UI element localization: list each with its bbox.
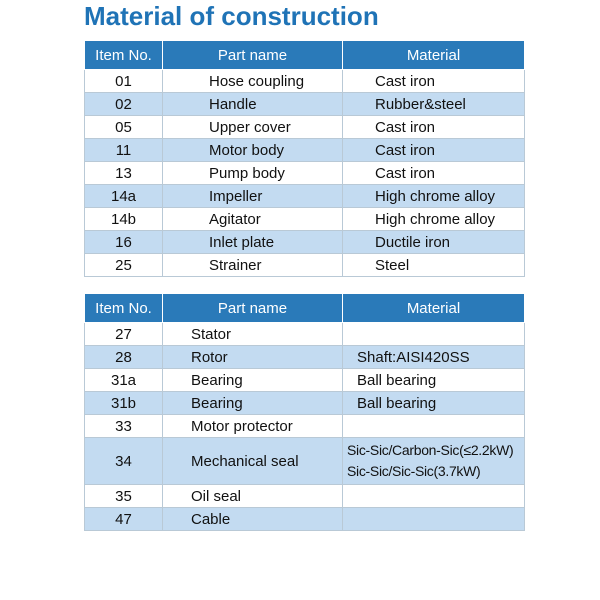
material-cell <box>343 485 525 508</box>
table-row <box>85 185 525 208</box>
header-material: Material <box>343 294 525 323</box>
material-cell <box>343 508 525 531</box>
item-no-cell: 34 <box>85 438 163 485</box>
item-no-cell: 28 <box>85 346 163 369</box>
part-name-cell: Bearing <box>163 369 343 392</box>
table-row <box>85 485 525 508</box>
part-name-cell: Inlet plate <box>163 231 343 254</box>
table-header-row <box>85 294 525 323</box>
table-row <box>85 369 525 392</box>
table-row <box>85 438 525 485</box>
materials-table-2 <box>84 294 525 531</box>
item-no-cell: 02 <box>85 93 163 116</box>
part-name-cell: Stator <box>163 323 343 346</box>
item-no-cell: 13 <box>85 162 163 185</box>
table-row <box>85 116 525 139</box>
part-name-cell: Handle <box>163 93 343 116</box>
part-name-cell: Hose coupling <box>163 70 343 93</box>
material-cell: High chrome alloy <box>343 185 525 208</box>
material-cell: Ball bearing <box>343 392 525 415</box>
part-name-cell: Cable <box>163 508 343 531</box>
table-row <box>85 508 525 531</box>
material-cell: Cast iron <box>343 116 525 139</box>
table-row <box>85 392 525 415</box>
header-item-no: Item No. <box>85 41 163 70</box>
part-name-cell: Strainer <box>163 254 343 277</box>
table-row <box>85 415 525 438</box>
item-no-cell: 01 <box>85 70 163 93</box>
item-no-cell: 31a <box>85 369 163 392</box>
part-name-cell: Motor body <box>163 139 343 162</box>
table-row <box>85 323 525 346</box>
item-no-cell: 47 <box>85 508 163 531</box>
material-cell: Rubber&steel <box>343 93 525 116</box>
item-no-cell: 16 <box>85 231 163 254</box>
table-header-row <box>85 41 525 70</box>
header-part-name: Part name <box>163 294 343 323</box>
item-no-cell: 27 <box>85 323 163 346</box>
materials-table-1 <box>84 41 525 277</box>
table-row <box>85 139 525 162</box>
material-line: Sic-Sic/Sic-Sic(3.7kW) <box>347 463 481 479</box>
material-line: Sic-Sic/Carbon-Sic(≤2.2kW) <box>347 442 514 458</box>
header-part-name: Part name <box>163 41 343 70</box>
material-cell: Ball bearing <box>343 369 525 392</box>
page-title: Material of construction <box>84 1 379 31</box>
part-name-cell: Rotor <box>163 346 343 369</box>
part-name-cell: Mechanical seal <box>163 438 343 485</box>
table-row <box>85 70 525 93</box>
table-row <box>85 162 525 185</box>
part-name-cell: Bearing <box>163 392 343 415</box>
part-name-cell: Upper cover <box>163 116 343 139</box>
material-cell: Cast iron <box>343 139 525 162</box>
table-row <box>85 254 525 277</box>
table-row <box>85 231 525 254</box>
material-cell: Cast iron <box>343 162 525 185</box>
item-no-cell: 14b <box>85 208 163 231</box>
item-no-cell: 33 <box>85 415 163 438</box>
material-cell <box>343 415 525 438</box>
part-name-cell: Oil seal <box>163 485 343 508</box>
header-material: Material <box>343 41 525 70</box>
material-cell: Shaft:AISI420SS <box>343 346 525 369</box>
material-cell <box>343 438 525 485</box>
part-name-cell: Motor protector <box>163 415 343 438</box>
item-no-cell: 35 <box>85 485 163 508</box>
table-row <box>85 93 525 116</box>
material-cell: Cast iron <box>343 70 525 93</box>
material-cell: Ductile iron <box>343 231 525 254</box>
item-no-cell: 31b <box>85 392 163 415</box>
part-name-cell: Agitator <box>163 208 343 231</box>
item-no-cell: 05 <box>85 116 163 139</box>
table-row <box>85 346 525 369</box>
item-no-cell: 25 <box>85 254 163 277</box>
header-item-no: Item No. <box>85 294 163 323</box>
material-cell: High chrome alloy <box>343 208 525 231</box>
table-row <box>85 208 525 231</box>
material-cell: Steel <box>343 254 525 277</box>
item-no-cell: 14a <box>85 185 163 208</box>
part-name-cell: Impeller <box>163 185 343 208</box>
item-no-cell: 11 <box>85 139 163 162</box>
part-name-cell: Pump body <box>163 162 343 185</box>
material-cell <box>343 323 525 346</box>
